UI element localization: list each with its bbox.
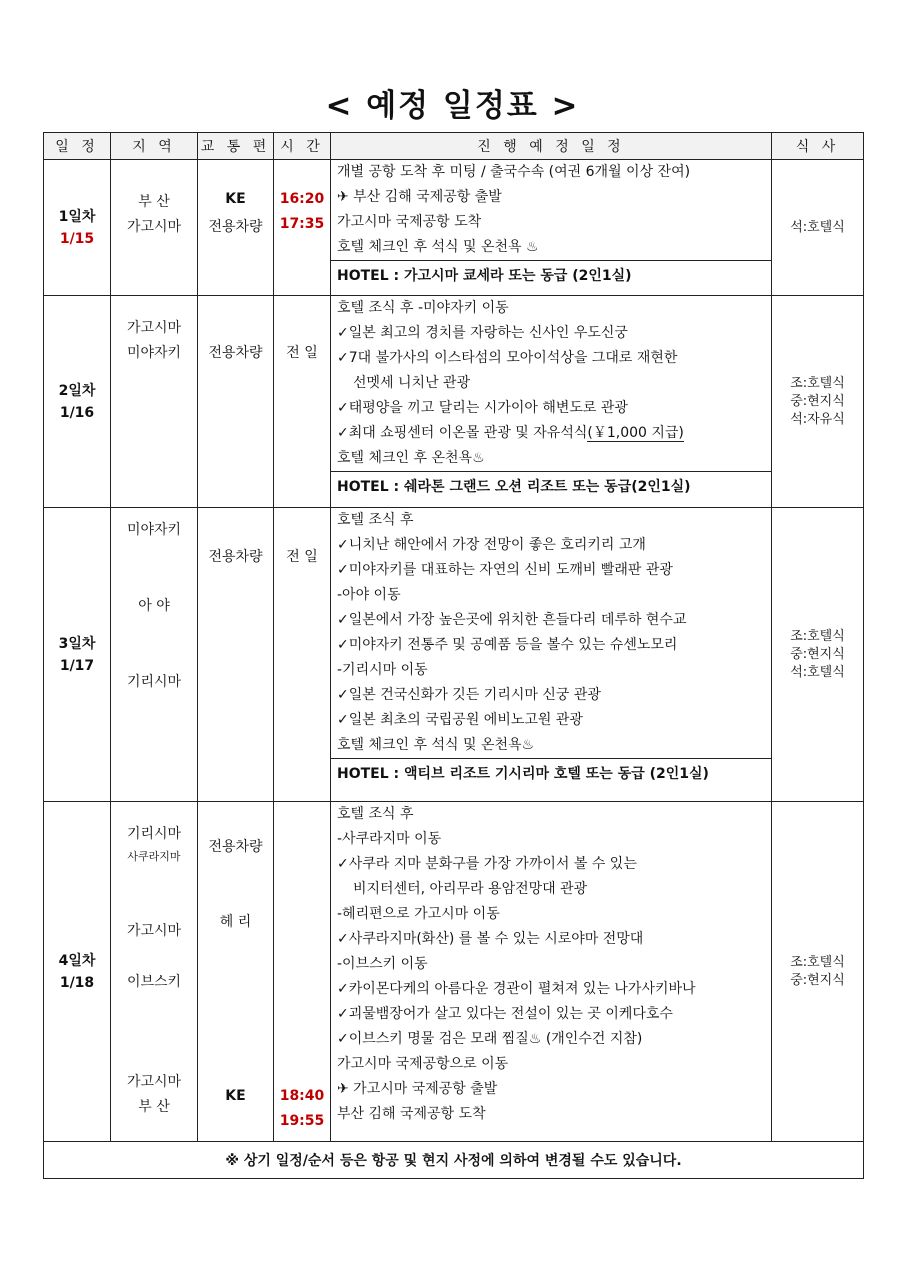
schedule-item: ✈ 가고시마 국제공항 출발 [337,1081,498,1097]
meal-cell [772,296,864,508]
day-row [44,296,864,508]
schedule-item: ✓미야자키를 대표하는 자연의 신비 도깨비 빨래판 관광 [337,562,673,578]
region-label: 사쿠라지마 [127,849,181,863]
header-region: 지 역 [111,133,198,160]
region-label: 미야자키 [126,344,182,361]
region-label: 가고시마 [126,922,182,939]
region-label: 기리시마 [126,673,182,690]
transport-label: 전용차량 [208,838,263,855]
region-label: 부 산 [138,1098,170,1115]
day-date: 1/16 [59,404,95,421]
meal-label: 중:현지식 [790,646,845,662]
region-label: 미야자키 [126,521,182,538]
region-cell [111,802,198,1142]
footer-note: ※ 상기 일정/순서 등은 항공 및 현지 사정에 의하여 변경될 수도 있습니다. [44,1142,864,1179]
schedule-item: 부산 김해 국제공항 도착 [337,1106,486,1122]
schedule-cell [331,160,772,296]
transport-label: 전용차량 [208,548,263,565]
day-row [44,160,864,296]
schedule-item: -헤리편으로 가고시마 이동 [337,906,500,922]
day-row [44,508,864,802]
schedule-item: 선멧세 니치난 관광 [353,375,471,391]
day-cell [44,296,111,508]
region-cell [111,508,198,802]
schedule-item: 호텔 조식 후 -미야자키 이동 [337,300,509,316]
schedule-item: ✓미야자키 전통주 및 공예품 등을 볼수 있는 슈센노모리 [337,637,678,653]
day-label: 3일차 [58,635,96,652]
schedule-item: ✓최대 쇼핑센터 이온몰 관광 및 자유석식(￥1,000 지급) [337,425,684,441]
transport-cell [198,802,274,1142]
time-cell [274,160,331,296]
schedule-item: ✓일본 건국신화가 깃든 기리시마 신궁 관광 [337,687,601,703]
meal-label: 석:호텔식 [790,664,845,680]
header-day: 일 정 [44,133,111,160]
meal-label: 중:현지식 [790,393,845,409]
header-meal: 식 사 [772,133,864,160]
region-label: 가고시마 [126,319,182,336]
hotel-info: HOTEL : 액티브 리조트 기시리마 호텔 또는 동급 (2인1실) [331,758,771,790]
time-cell [274,508,331,802]
page-title: < 예정 일정표 > [325,88,580,124]
time-label: 17:35 [279,215,325,232]
day-cell [44,802,111,1142]
schedule-item: ✓사쿠라 지마 분화구를 가장 가까이서 볼 수 있는 [337,856,637,872]
footer-row [44,1142,864,1179]
region-label: 가고시마 [126,218,182,235]
schedule-item: ✓니치난 해안에서 가장 전망이 좋은 호리키리 고개 [337,537,646,553]
schedule-item: 호텔 체크인 후 석식 및 온천욕 ♨ [337,239,539,255]
transport-cell [198,296,274,508]
schedule-cell [331,802,772,1142]
time-label: 전 일 [286,344,318,361]
header-time: 시 간 [274,133,331,160]
schedule-item: ✓태평양을 끼고 달리는 시가이아 해변도로 관광 [337,400,628,416]
transport-label: 전용차량 [208,344,263,361]
meal-label: 석:자유식 [790,411,845,427]
time-label: 전 일 [286,548,318,565]
schedule-cell [331,296,772,508]
transport-label: KE [225,190,246,207]
time-label: 19:55 [279,1112,325,1129]
day-cell [44,508,111,802]
day-cell [44,160,111,296]
schedule-item: ✓일본에서 가장 높은곳에 위치한 흔들다리 데루하 현수교 [337,612,687,628]
meal-label: 석:호텔식 [790,219,845,235]
schedule-item: 개별 공항 도착 후 미팅 / 출국수속 (여권 6개월 이상 잔여) [337,164,691,180]
meal-cell [772,508,864,802]
schedule-item: ✓7대 불가사의 이스타섬의 모아이석상을 그대로 재현한 [337,350,678,366]
header-row [44,133,864,160]
region-label: 아 야 [138,597,170,614]
region-cell [111,296,198,508]
transport-label: 전용차량 [208,218,263,235]
meal-cell [772,802,864,1142]
meal-label: 중:현지식 [790,972,845,988]
day-date: 1/17 [59,657,95,674]
time-cell [274,296,331,508]
day-label: 2일차 [58,382,96,399]
region-label: 부 산 [138,193,170,210]
schedule-item: 호텔 체크인 후 온천욕♨ [337,450,485,466]
region-label: 가고시마 [126,1073,182,1090]
day-label: 4일차 [58,952,96,969]
time-cell [274,802,331,1142]
day-label: 1일차 [58,208,96,225]
schedule-item: ✈ 부산 김해 국제공항 출발 [337,189,502,205]
day-date: 1/18 [59,974,95,991]
schedule-item: ✓이브스키 명물 검은 모래 찜질♨ (개인수건 지참) [337,1031,643,1047]
transport-cell [198,160,274,296]
meal-label: 조:호텔식 [790,375,845,391]
region-cell [111,160,198,296]
time-label: 18:40 [279,1087,325,1104]
schedule-item: ✓사쿠라지마(화산) 를 볼 수 있는 시로야마 전망대 [337,931,644,947]
transport-label: KE [225,1087,246,1104]
schedule-item: ✓일본 최초의 국립공원 에비노고원 관광 [337,712,583,728]
schedule-cell [331,508,772,802]
meal-label: 조:호텔식 [790,628,845,644]
schedule-item: -기리시마 이동 [337,662,428,678]
region-label: 이브스키 [126,973,182,990]
schedule-item: ✓괴물뱀장어가 살고 있다는 전설이 있는 곳 이케다호수 [337,1006,673,1022]
meal-label: 조:호텔식 [790,954,845,970]
schedule-item: 호텔 조식 후 [337,806,414,822]
transport-label: 헤 리 [219,913,252,930]
allowance-note: (￥1,000 지급) [587,425,684,441]
schedule-item: 호텔 조식 후 [337,512,414,528]
time-label: 16:20 [279,190,325,207]
schedule-item: 가고시마 국제공항 도착 [337,214,482,230]
schedule-item: 비지터센터, 아리무라 용암전망대 관광 [353,881,588,897]
itinerary-table [43,132,864,1179]
hotel-info: HOTEL : 쉐라톤 그랜드 오션 리조트 또는 동급(2인1실) [331,471,771,503]
day-row [44,802,864,1142]
schedule-item: 호텔 체크인 후 석식 및 온천욕♨ [337,737,535,753]
meal-cell [772,160,864,296]
day-date: 1/15 [59,230,95,247]
hotel-info: HOTEL : 가고시마 쿄세라 또는 동급 (2인1실) [331,260,771,292]
schedule-item: ✓일본 최고의 경치를 자랑하는 신사인 우도신궁 [337,325,628,341]
schedule-item: ✓카이몬다케의 아름다운 경관이 펼쳐져 있는 나가사키바나 [337,981,696,997]
schedule-item: -사쿠라지마 이동 [337,831,442,847]
schedule-item: -아야 이동 [337,587,401,603]
schedule-item: -이브스키 이동 [337,956,428,972]
header-transport: 교 통 편 [198,133,274,160]
transport-cell [198,508,274,802]
schedule-item: 가고시마 국제공항으로 이동 [337,1056,509,1072]
region-label: 기리시마 [126,825,182,842]
header-schedule: 진 행 예 정 일 정 [331,133,772,160]
